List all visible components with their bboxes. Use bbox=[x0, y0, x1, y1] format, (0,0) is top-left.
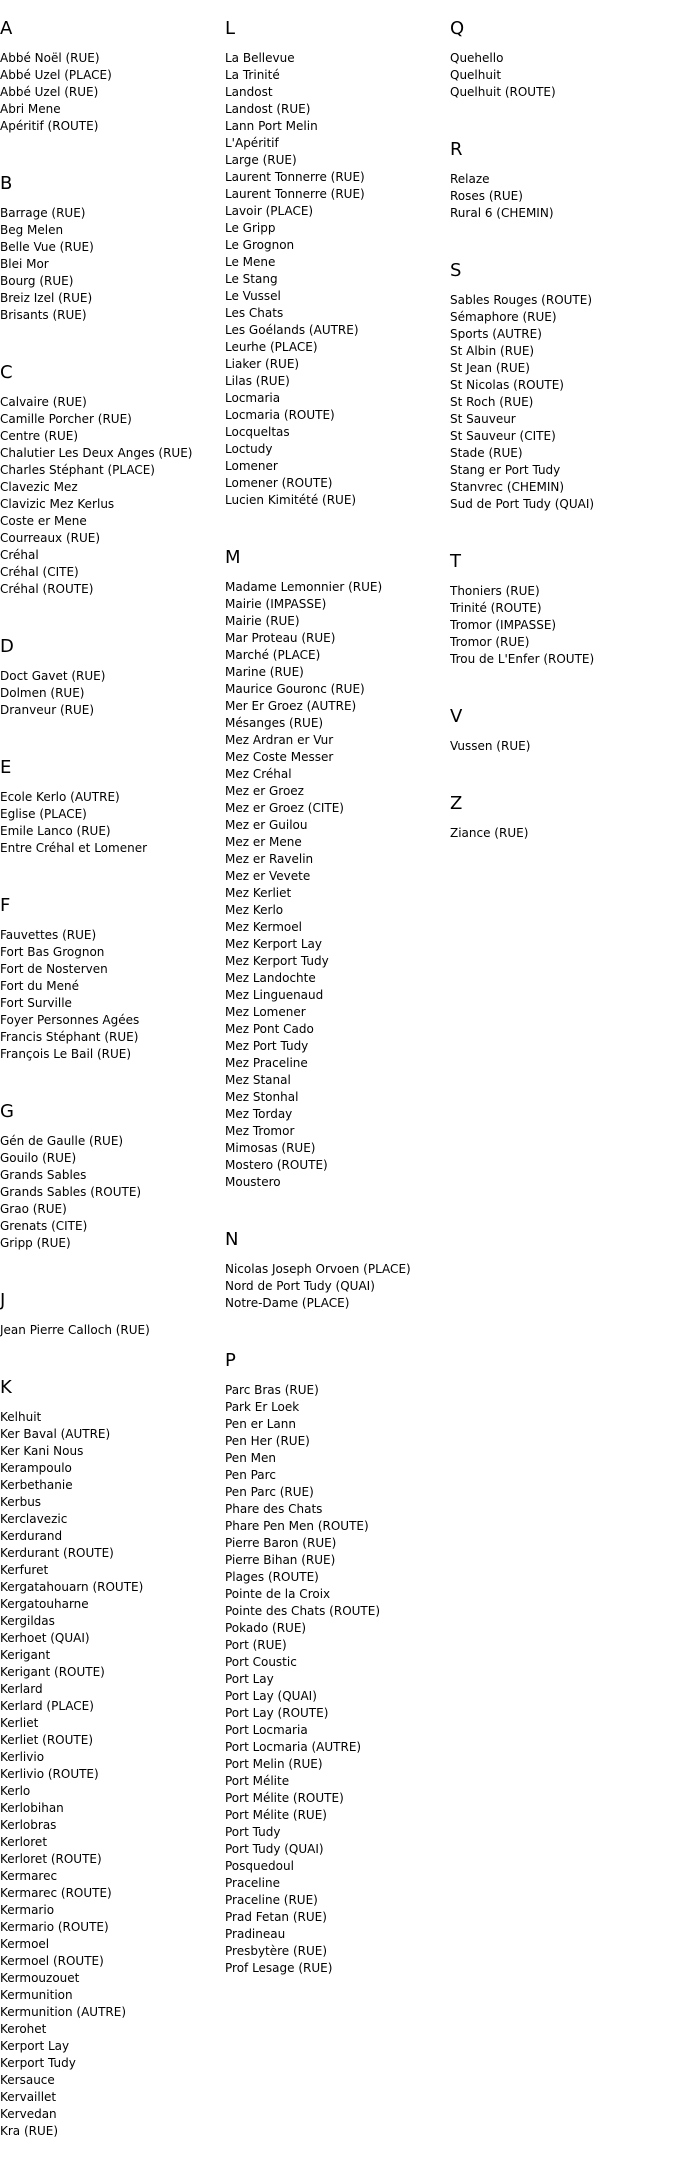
letter-section bbox=[225, 541, 447, 1211]
street-name: Pradineau bbox=[225, 1927, 286, 1941]
section-letter-heading: V bbox=[450, 706, 463, 727]
street-name: Port (RUE) bbox=[225, 1638, 287, 1652]
street-name: Grao (RUE) bbox=[0, 1202, 67, 1216]
street-list bbox=[450, 171, 672, 222]
street-name: Mez Praceline bbox=[225, 1056, 308, 1070]
street-name: Kerloret (ROUTE) bbox=[0, 1852, 102, 1866]
street-name: Loctudy bbox=[225, 442, 273, 456]
street-name: Phare Pen Men (ROUTE) bbox=[225, 1519, 369, 1533]
street-name: Kermunition bbox=[0, 1988, 73, 2002]
section-spacer bbox=[450, 842, 672, 862]
street-name: François Le Bail (RUE) bbox=[0, 1047, 132, 1061]
street-name: Créhal bbox=[0, 548, 39, 562]
street-name: Emile Lanco (RUE) bbox=[0, 824, 111, 838]
street-name: Rural 6 (CHEMIN) bbox=[450, 206, 554, 220]
street-name: Sud de Port Tudy (QUAI) bbox=[450, 497, 595, 511]
street-name: Apéritif (ROUTE) bbox=[0, 119, 99, 133]
letter-section bbox=[0, 630, 222, 739]
street-name: Trou de L'Enfer (ROUTE) bbox=[450, 652, 595, 666]
street-name: Plages (ROUTE) bbox=[225, 1570, 319, 1584]
street-name: Trinité (ROUTE) bbox=[450, 601, 542, 615]
street-name: Vussen (RUE) bbox=[450, 739, 531, 753]
street-name: Lann Port Melin bbox=[225, 119, 318, 133]
street-name: Bourg (RUE) bbox=[0, 274, 74, 288]
letter-section bbox=[0, 751, 222, 877]
section-letter-heading: J bbox=[0, 1290, 6, 1311]
street-name: Presbytère (RUE) bbox=[225, 1944, 328, 1958]
street-list bbox=[450, 292, 672, 513]
section-spacer bbox=[225, 1191, 447, 1211]
street-name: Maurice Gouronc (RUE) bbox=[225, 682, 365, 696]
section-letter-heading: D bbox=[0, 636, 14, 657]
street-name: Kerlivio bbox=[0, 1750, 45, 1764]
street-name: Praceline (RUE) bbox=[225, 1893, 318, 1907]
street-name: Pierre Bihan (RUE) bbox=[225, 1553, 336, 1567]
street-name: Locqueltas bbox=[225, 425, 290, 439]
street-name: Pen Her (RUE) bbox=[225, 1434, 310, 1448]
section-spacer bbox=[450, 668, 672, 688]
street-name: Abri Mene bbox=[0, 102, 61, 116]
street-name: Fort de Nosterven bbox=[0, 962, 108, 976]
street-name: St Jean (RUE) bbox=[450, 361, 530, 375]
street-list bbox=[0, 789, 222, 857]
street-name: Notre-Dame (PLACE) bbox=[225, 1296, 350, 1310]
street-name: Foyer Personnes Agées bbox=[0, 1013, 140, 1027]
letter-section bbox=[450, 133, 672, 242]
street-name: Madame Lemonnier (RUE) bbox=[225, 580, 383, 594]
street-name: Grands Sables (ROUTE) bbox=[0, 1185, 142, 1199]
street-name: Kerloret bbox=[0, 1835, 48, 1849]
street-name: Le Gripp bbox=[225, 221, 276, 235]
street-name: Stade (RUE) bbox=[450, 446, 523, 460]
street-name: La Bellevue bbox=[225, 51, 295, 65]
street-name: Pen Parc (RUE) bbox=[225, 1485, 314, 1499]
letter-section bbox=[225, 12, 447, 529]
street-list bbox=[225, 1261, 447, 1312]
street-list bbox=[450, 583, 672, 668]
street-name: Sémaphore (RUE) bbox=[450, 310, 557, 324]
section-letter-heading: F bbox=[0, 895, 11, 916]
street-name: Kermouzouet bbox=[0, 1971, 80, 1985]
section-letter-heading: G bbox=[0, 1101, 14, 1122]
street-name: Port Mélite bbox=[225, 1774, 290, 1788]
street-name: Fort du Mené bbox=[0, 979, 80, 993]
street-name: Mez er Mene bbox=[225, 835, 302, 849]
street-name: Roses (RUE) bbox=[450, 189, 523, 203]
street-name: Kerohet bbox=[0, 2022, 47, 2036]
section-spacer bbox=[450, 101, 672, 121]
street-name: Entre Créhal et Lomener bbox=[0, 841, 148, 855]
street-name: Kergatahouarn (ROUTE) bbox=[0, 1580, 144, 1594]
street-name: Kerbus bbox=[0, 1495, 42, 1509]
street-name: Mez Linguenaud bbox=[225, 988, 324, 1002]
street-name: Les Goélands (AUTRE) bbox=[225, 323, 359, 337]
letter-section bbox=[0, 167, 222, 344]
street-name: Port Lay (ROUTE) bbox=[225, 1706, 329, 1720]
street-name: Kerdurand bbox=[0, 1529, 63, 1543]
street-name: Nord de Port Tudy (QUAI) bbox=[225, 1279, 375, 1293]
letter-section bbox=[0, 1371, 222, 2160]
street-name: Prof Lesage (RUE) bbox=[225, 1961, 333, 1975]
street-name: Kersauce bbox=[0, 2073, 55, 2087]
street-name: Le Vussel bbox=[225, 289, 281, 303]
street-name: Pen er Lann bbox=[225, 1417, 296, 1431]
street-name: Kergildas bbox=[0, 1614, 55, 1628]
section-letter-heading: L bbox=[225, 18, 236, 39]
street-name: Créhal (CITE) bbox=[0, 565, 79, 579]
section-letter-heading: E bbox=[0, 757, 12, 778]
street-name: Kermoel (ROUTE) bbox=[0, 1954, 104, 1968]
section-spacer bbox=[0, 1252, 222, 1272]
street-name: Grands Sables bbox=[0, 1168, 87, 1182]
street-name: Mez Landochte bbox=[225, 971, 316, 985]
letter-section bbox=[450, 787, 672, 862]
street-name: Mez Stonhal bbox=[225, 1090, 299, 1104]
street-name: Stanvrec (CHEMIN) bbox=[450, 480, 565, 494]
street-name: Mez er Ravelin bbox=[225, 852, 314, 866]
street-name: Kerlobihan bbox=[0, 1801, 64, 1815]
street-name: Kervaillet bbox=[0, 2090, 57, 2104]
letter-section bbox=[0, 889, 222, 1083]
letter-section bbox=[225, 1223, 447, 1332]
street-name: Posquedoul bbox=[225, 1859, 294, 1873]
section-spacer bbox=[0, 135, 222, 155]
street-name: Kermunition (AUTRE) bbox=[0, 2005, 127, 2019]
street-name: Kerhoet (QUAI) bbox=[0, 1631, 90, 1645]
letter-section bbox=[0, 12, 222, 155]
street-name: Liaker (RUE) bbox=[225, 357, 300, 371]
street-name: Kergatouharne bbox=[0, 1597, 89, 1611]
street-name: Mez Pont Cado bbox=[225, 1022, 314, 1036]
street-list bbox=[225, 579, 447, 1191]
street-name: Marine (RUE) bbox=[225, 665, 304, 679]
street-name: Gouilo (RUE) bbox=[0, 1151, 77, 1165]
street-name: Pointe des Chats (ROUTE) bbox=[225, 1604, 381, 1618]
street-name: Laurent Tonnerre (RUE) bbox=[225, 170, 365, 184]
street-name: Dranveur (RUE) bbox=[0, 703, 95, 717]
street-name: Lilas (RUE) bbox=[225, 374, 290, 388]
section-letter-heading: P bbox=[225, 1350, 236, 1371]
street-name: Tromor (IMPASSE) bbox=[450, 618, 557, 632]
street-name: Laurent Tonnerre (RUE) bbox=[225, 187, 365, 201]
street-name: Mairie (IMPASSE) bbox=[225, 597, 327, 611]
street-list bbox=[450, 825, 672, 842]
street-name: Coste er Mene bbox=[0, 514, 87, 528]
section-spacer bbox=[225, 1312, 447, 1332]
street-name: Mostero (ROUTE) bbox=[225, 1158, 328, 1172]
street-name: Port Tudy bbox=[225, 1825, 281, 1839]
street-name: Thoniers (RUE) bbox=[450, 584, 540, 598]
section-spacer bbox=[0, 2140, 222, 2160]
street-name: Mez Coste Messer bbox=[225, 750, 334, 764]
street-name: Mairie (RUE) bbox=[225, 614, 300, 628]
street-name: Lucien Kimitété (RUE) bbox=[225, 493, 357, 507]
street-name: Mar Proteau (RUE) bbox=[225, 631, 336, 645]
street-name: St Albin (RUE) bbox=[450, 344, 535, 358]
street-name: Pointe de la Croix bbox=[225, 1587, 331, 1601]
street-list bbox=[225, 1382, 447, 1977]
street-index-column-1 bbox=[0, 0, 222, 2160]
street-name: Jean Pierre Calloch (RUE) bbox=[0, 1323, 150, 1337]
street-name: Port Mélite (RUE) bbox=[225, 1808, 327, 1822]
street-name: Pen Parc bbox=[225, 1468, 276, 1482]
section-letter-heading: Q bbox=[450, 18, 465, 39]
street-name: Mez Ardran er Vur bbox=[225, 733, 334, 747]
section-letter-heading: N bbox=[225, 1229, 239, 1250]
street-name: Clavizic Mez Kerlus bbox=[0, 497, 115, 511]
street-list bbox=[450, 738, 672, 755]
street-name: Leurhe (PLACE) bbox=[225, 340, 318, 354]
street-name: Kerlivio (ROUTE) bbox=[0, 1767, 99, 1781]
section-letter-heading: T bbox=[450, 551, 461, 572]
street-name: Belle Vue (RUE) bbox=[0, 240, 94, 254]
street-name: Gén de Gaulle (RUE) bbox=[0, 1134, 124, 1148]
street-name: Kra (RUE) bbox=[0, 2124, 59, 2138]
section-spacer bbox=[0, 324, 222, 344]
street-name: Sports (AUTRE) bbox=[450, 327, 542, 341]
street-name: Gripp (RUE) bbox=[0, 1236, 71, 1250]
street-name: Mez Kermoel bbox=[225, 920, 302, 934]
street-name: Kerbethanie bbox=[0, 1478, 73, 1492]
street-list bbox=[0, 1133, 222, 1252]
street-name: Doct Gavet (RUE) bbox=[0, 669, 106, 683]
street-name: Mez er Groez (CITE) bbox=[225, 801, 344, 815]
street-name: Chalutier Les Deux Anges (RUE) bbox=[0, 446, 193, 460]
street-name: Mez Torday bbox=[225, 1107, 293, 1121]
street-name: Pen Men bbox=[225, 1451, 276, 1465]
street-name: Kerlobras bbox=[0, 1818, 57, 1832]
street-name: Marché (PLACE) bbox=[225, 648, 321, 662]
street-name: Stang er Port Tudy bbox=[450, 463, 561, 477]
street-name: Courreaux (RUE) bbox=[0, 531, 101, 545]
street-name: Port Locmaria (AUTRE) bbox=[225, 1740, 362, 1754]
street-name: St Sauveur bbox=[450, 412, 516, 426]
street-name: Kerport Tudy bbox=[0, 2056, 76, 2070]
street-name: Fauvettes (RUE) bbox=[0, 928, 97, 942]
section-letter-heading: S bbox=[450, 260, 462, 281]
street-name: Praceline bbox=[225, 1876, 280, 1890]
street-name: Port Lay bbox=[225, 1672, 274, 1686]
street-name: Fort Bas Grognon bbox=[0, 945, 105, 959]
section-spacer bbox=[225, 509, 447, 529]
letter-section bbox=[0, 1095, 222, 1272]
street-name: Barrage (RUE) bbox=[0, 206, 86, 220]
street-list bbox=[0, 50, 222, 135]
street-name: Mer Er Groez (AUTRE) bbox=[225, 699, 357, 713]
section-spacer bbox=[0, 857, 222, 877]
street-name: Pokado (RUE) bbox=[225, 1621, 307, 1635]
street-name: Port Locmaria bbox=[225, 1723, 308, 1737]
street-list bbox=[0, 394, 222, 598]
street-name: Sables Rouges (ROUTE) bbox=[450, 293, 593, 307]
street-name: Park Er Loek bbox=[225, 1400, 300, 1414]
street-name: Lomener (ROUTE) bbox=[225, 476, 333, 490]
street-name: Kerampoulo bbox=[0, 1461, 72, 1475]
street-name: Centre (RUE) bbox=[0, 429, 79, 443]
street-name: Beg Melen bbox=[0, 223, 64, 237]
street-name: Relaze bbox=[450, 172, 490, 186]
street-name: Kervedan bbox=[0, 2107, 57, 2121]
street-name: Mez er Groez bbox=[225, 784, 304, 798]
street-name: Mez Port Tudy bbox=[225, 1039, 309, 1053]
street-name: Grenats (CITE) bbox=[0, 1219, 88, 1233]
street-name: Lomener bbox=[225, 459, 278, 473]
section-letter-heading: M bbox=[225, 547, 241, 568]
street-name: Landost bbox=[225, 85, 273, 99]
street-name: Créhal (ROUTE) bbox=[0, 582, 94, 596]
section-spacer bbox=[0, 1339, 222, 1359]
street-name: Kerigant (ROUTE) bbox=[0, 1665, 105, 1679]
section-letter-heading: C bbox=[0, 362, 13, 383]
street-name: Le Mene bbox=[225, 255, 276, 269]
street-name: Port Tudy (QUAI) bbox=[225, 1842, 324, 1856]
street-name: Clavezic Mez bbox=[0, 480, 78, 494]
section-letter-heading: A bbox=[0, 18, 13, 39]
street-list bbox=[0, 205, 222, 324]
street-name: Camille Porcher (RUE) bbox=[0, 412, 132, 426]
section-letter-heading: Z bbox=[450, 793, 463, 814]
street-name: Blei Mor bbox=[0, 257, 49, 271]
street-name: Charles Stéphant (PLACE) bbox=[0, 463, 155, 477]
street-name: Locmaria (ROUTE) bbox=[225, 408, 335, 422]
street-name: Breiz Izel (RUE) bbox=[0, 291, 93, 305]
street-name: Mez Kerport Tudy bbox=[225, 954, 329, 968]
street-name: Abbé Uzel (RUE) bbox=[0, 85, 99, 99]
street-name: Mez Kerlo bbox=[225, 903, 284, 917]
street-name: Ker Kani Nous bbox=[0, 1444, 84, 1458]
street-name: Kerclavezic bbox=[0, 1512, 68, 1526]
section-letter-heading: B bbox=[0, 173, 13, 194]
street-name: Calvaire (RUE) bbox=[0, 395, 87, 409]
section-spacer bbox=[0, 719, 222, 739]
street-name: Mez Tromor bbox=[225, 1124, 295, 1138]
street-list bbox=[0, 1322, 222, 1339]
street-name: St Sauveur (CITE) bbox=[450, 429, 556, 443]
street-name: Quehello bbox=[450, 51, 504, 65]
street-name: Mez Stanal bbox=[225, 1073, 291, 1087]
street-index-column-2 bbox=[225, 0, 447, 1997]
street-name: Mez Créhal bbox=[225, 767, 292, 781]
street-name: Port Coustic bbox=[225, 1655, 297, 1669]
section-spacer bbox=[450, 513, 672, 533]
street-name: Moustero bbox=[225, 1175, 281, 1189]
street-name: Brisants (RUE) bbox=[0, 308, 87, 322]
street-name: Tromor (RUE) bbox=[450, 635, 530, 649]
street-name: Mez Kerliet bbox=[225, 886, 292, 900]
street-name: Ker Baval (AUTRE) bbox=[0, 1427, 111, 1441]
letter-section bbox=[450, 254, 672, 533]
street-name: Kermarec bbox=[0, 1869, 58, 1883]
street-name: Kerigant bbox=[0, 1648, 51, 1662]
street-name: Kerlard (PLACE) bbox=[0, 1699, 94, 1713]
street-list bbox=[225, 50, 447, 509]
street-name: Fort Surville bbox=[0, 996, 72, 1010]
street-name: Prad Fetan (RUE) bbox=[225, 1910, 327, 1924]
street-list bbox=[0, 927, 222, 1063]
street-name: Mez Lomener bbox=[225, 1005, 306, 1019]
section-letter-heading: R bbox=[450, 139, 463, 160]
street-name: Mimosas (RUE) bbox=[225, 1141, 316, 1155]
street-name: Le Stang bbox=[225, 272, 278, 286]
street-name: Port Lay (QUAI) bbox=[225, 1689, 317, 1703]
street-name: Ziance (RUE) bbox=[450, 826, 529, 840]
street-name: Mez Kerport Lay bbox=[225, 937, 322, 951]
street-name: Lavoir (PLACE) bbox=[225, 204, 314, 218]
letter-section bbox=[0, 1284, 222, 1359]
street-name: Landost (RUE) bbox=[225, 102, 311, 116]
street-name: Ecole Kerlo (AUTRE) bbox=[0, 790, 120, 804]
street-name: Kerlard bbox=[0, 1682, 43, 1696]
letter-section bbox=[450, 700, 672, 775]
street-name: Eglise (PLACE) bbox=[0, 807, 87, 821]
street-name: Kermario bbox=[0, 1903, 55, 1917]
street-list bbox=[450, 50, 672, 101]
street-name: Kelhuit bbox=[0, 1410, 42, 1424]
street-name: Large (RUE) bbox=[225, 153, 297, 167]
street-name: Le Grognon bbox=[225, 238, 295, 252]
street-index-column-3 bbox=[450, 0, 672, 862]
street-name: Port Melin (RUE) bbox=[225, 1757, 323, 1771]
letter-section bbox=[0, 356, 222, 618]
street-name: Mésanges (RUE) bbox=[225, 716, 324, 730]
street-name: Kermarec (ROUTE) bbox=[0, 1886, 112, 1900]
letter-section bbox=[225, 1344, 447, 1997]
street-list bbox=[0, 1409, 222, 2140]
street-name: Kerlo bbox=[0, 1784, 31, 1798]
section-spacer bbox=[450, 755, 672, 775]
letter-section bbox=[450, 12, 672, 121]
section-spacer bbox=[0, 1063, 222, 1083]
section-spacer bbox=[450, 222, 672, 242]
street-name: Kerliet bbox=[0, 1716, 39, 1730]
street-name: St Nicolas (ROUTE) bbox=[450, 378, 564, 392]
street-name: Kermoel bbox=[0, 1937, 50, 1951]
street-name: Kerdurant (ROUTE) bbox=[0, 1546, 114, 1560]
section-spacer bbox=[0, 598, 222, 618]
street-name: Locmaria bbox=[225, 391, 281, 405]
letter-section bbox=[450, 545, 672, 688]
street-name: Kerport Lay bbox=[0, 2039, 70, 2053]
street-name: L'Apéritif bbox=[225, 136, 279, 150]
street-list bbox=[0, 668, 222, 719]
street-name: Quelhuit bbox=[450, 68, 502, 82]
street-name: Kerfuret bbox=[0, 1563, 49, 1577]
street-name: Les Chats bbox=[225, 306, 284, 320]
street-name: Pierre Baron (RUE) bbox=[225, 1536, 337, 1550]
section-letter-heading: K bbox=[0, 1377, 12, 1398]
street-name: Port Mélite (ROUTE) bbox=[225, 1791, 344, 1805]
street-name: Parc Bras (RUE) bbox=[225, 1383, 319, 1397]
street-name: Mez er Vevete bbox=[225, 869, 311, 883]
street-name: Dolmen (RUE) bbox=[0, 686, 85, 700]
street-name: Nicolas Joseph Orvoen (PLACE) bbox=[225, 1262, 411, 1276]
section-spacer bbox=[225, 1977, 447, 1997]
street-name: St Roch (RUE) bbox=[450, 395, 534, 409]
street-name: La Trinité bbox=[225, 68, 280, 82]
street-name: Mez er Guilou bbox=[225, 818, 308, 832]
street-name: Quelhuit (ROUTE) bbox=[450, 85, 556, 99]
street-name: Kermario (ROUTE) bbox=[0, 1920, 109, 1934]
street-name: Abbé Noël (RUE) bbox=[0, 51, 100, 65]
street-name: Kerliet (ROUTE) bbox=[0, 1733, 93, 1747]
street-name: Phare des Chats bbox=[225, 1502, 323, 1516]
street-name: Abbé Uzel (PLACE) bbox=[0, 68, 112, 82]
street-name: Francis Stéphant (RUE) bbox=[0, 1030, 139, 1044]
